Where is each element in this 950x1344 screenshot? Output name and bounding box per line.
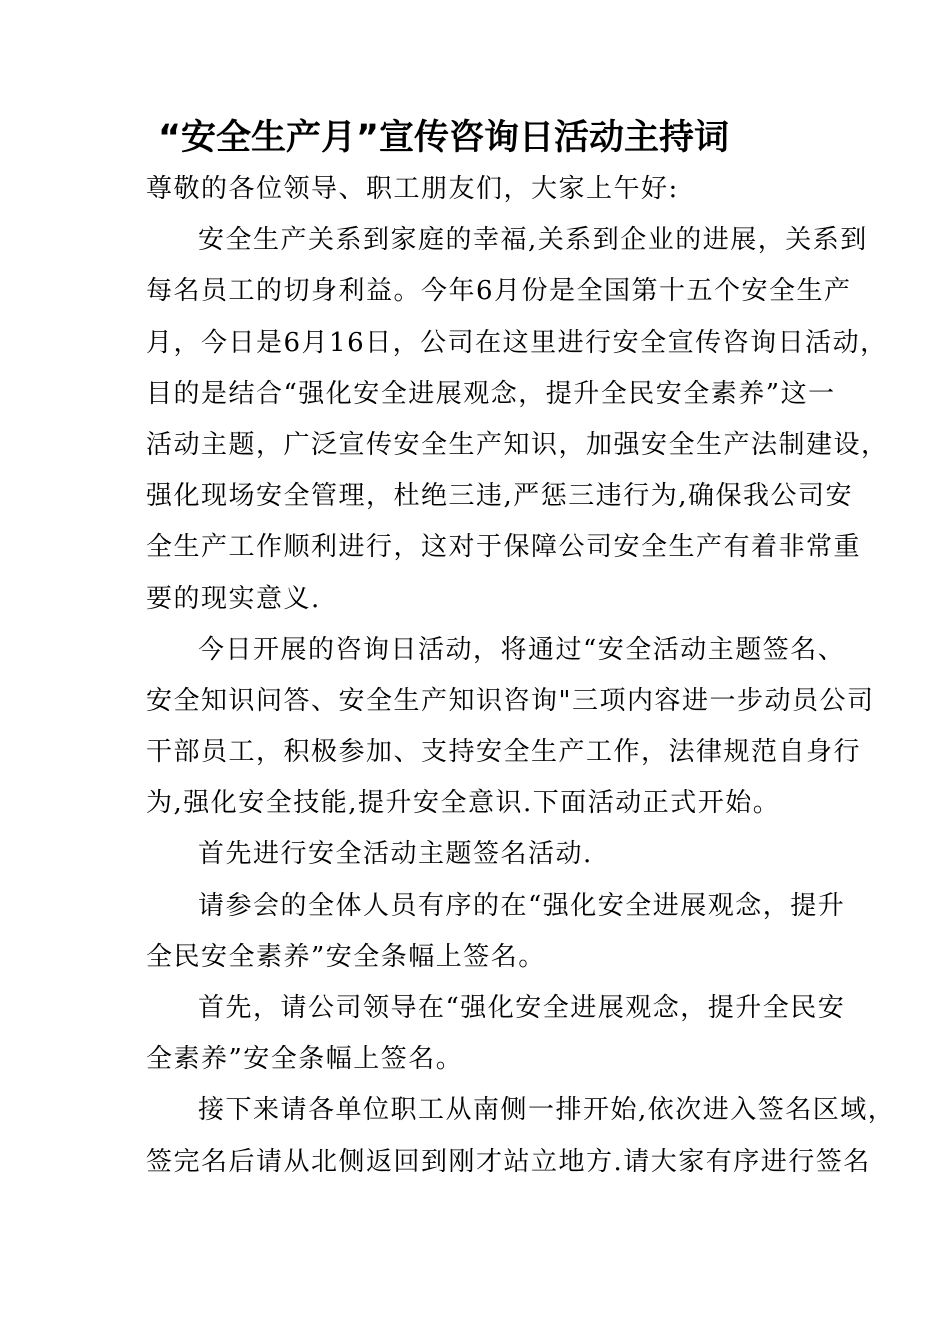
text-line: 接下来请各单位职工从南侧一排开始,依次进入签名区域， <box>198 1095 896 1126</box>
text-line: 要的现实意义. <box>146 583 321 614</box>
text-line: 全素养”安全条幅上签名。 <box>146 1044 464 1075</box>
text-line: 签完名后请从北侧返回到刚才站立地方.请大家有序进行签名 <box>146 1146 871 1177</box>
text-line: 首先进行安全活动主题签名活动. <box>198 839 593 870</box>
text-line: 安全知识问答、安全生产知识咨询"三项内容进一步动员公司 <box>146 685 875 716</box>
text-line: 强化现场安全管理，杜绝三违,严惩三违行为,确保我公司安 <box>146 481 854 512</box>
text-line: 活动主题，广泛宣传安全生产知识，加强安全生产法制建设， <box>146 429 889 460</box>
text-line: 全生产工作顺利进行，这对于保障公司安全生产有着非常重 <box>146 532 862 563</box>
text-line: 首先，请公司领导在“强化安全进展观念，提升全民安 <box>198 993 846 1023</box>
text-line: 目的是结合“强化安全进展观念，提升全民安全素养”这一 <box>146 378 836 409</box>
text-line: 安全生产关系到家庭的幸福,关系到企业的进展，关系到 <box>198 225 868 256</box>
text-line: 今日开展的咨询日活动，将通过“安全活动主题签名、 <box>198 634 846 665</box>
text-line: 请参会的全体人员有序的在“强化安全进展观念，提升 <box>198 890 846 921</box>
text-line: 每名员工的切身利益。今年6月份是全国第十五个安全生产 <box>146 276 852 307</box>
text-line: 全民安全素养”安全条幅上签名。 <box>146 941 546 972</box>
text-line: 尊敬的各位领导、职工朋友们，大家上午好: <box>146 174 679 204</box>
document-title: “安全生产月”宣传咨询日活动主持词 <box>158 118 730 158</box>
document-body <box>146 164 896 1188</box>
text-line: 干部员工，积极参加、支持安全生产工作，法律规范自身行 <box>146 737 862 768</box>
text-line: 月，今日是6月16日，公司在这里进行安全宣传咨询日活动， <box>146 327 888 358</box>
text-line: 为,强化安全技能,提升安全意识.下面活动正式开始。 <box>146 788 781 819</box>
